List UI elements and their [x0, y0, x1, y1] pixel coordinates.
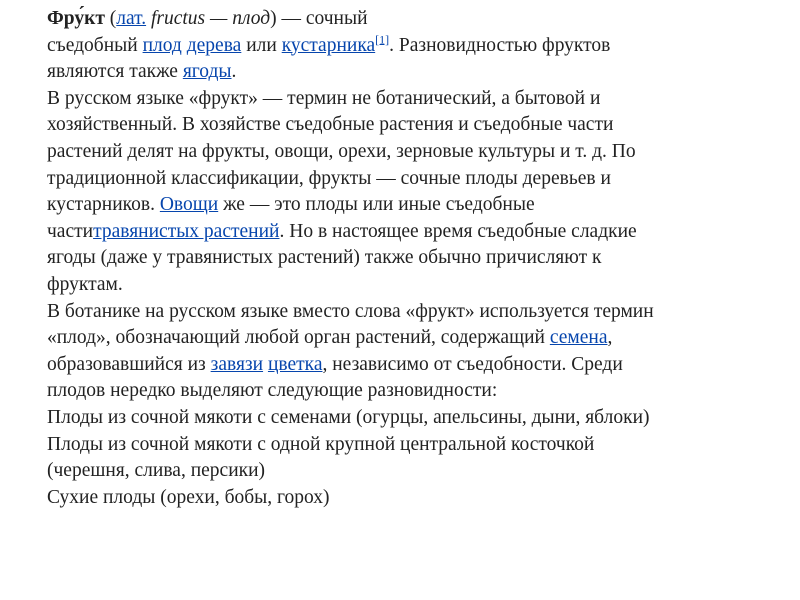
- p1-line-2: съедобный плод дерева или кустарника[1]. Разновидностью фруктов: [47, 32, 611, 56]
- p1-line-1: Фру́кт (лат. fructus — плод) — сочный: [47, 8, 368, 29]
- p2-line-8: фруктам.: [47, 273, 123, 295]
- list-item-2-line-2: (черешня, слива, персики): [47, 460, 266, 482]
- p3-line-4: плодов нередко выделяют следующие разновидности:: [47, 380, 498, 402]
- p2-line-5: кустарников. Овощи же — это плоды или иные съедобные: [47, 194, 535, 216]
- p3-line-3: образовавшийся из завязи цветка, независимо от съедобности. Среди: [47, 353, 623, 375]
- ovoshchi-link[interactable]: Овощи: [159, 194, 219, 216]
- latin-language-link[interactable]: лат.: [116, 8, 147, 29]
- p2-line-1: В русском языке «фрукт» — термин не ботанический, а бытовой и: [47, 87, 601, 109]
- p3-line-1: В ботанике на русском языке вместо слова «фрукт» используется термин: [47, 300, 654, 322]
- cvetka-link[interactable]: цветка: [267, 353, 323, 375]
- p2-line-3: растений делят на фрукты, овощи, орехи, зерновые культуры и т. д. По: [47, 140, 636, 162]
- latin-word: fructus: [146, 8, 206, 29]
- dereva-link[interactable]: дерева: [186, 34, 242, 56]
- p2-line-2: хозяйственный. В хозяйстве съедобные растения и съедобные части: [47, 114, 614, 136]
- p2-line-6: частитравянистых растений. Но в настоящее время съедобные сладкие: [47, 220, 637, 242]
- semena-link[interactable]: семена: [549, 327, 608, 349]
- travyanistye-rasteniya-link[interactable]: травянистых растений: [93, 220, 280, 242]
- article-text: [47, 6, 747, 511]
- list-item-3: Сухие плоды (орехи, бобы, горох): [47, 486, 330, 508]
- p1-line-3: являются также ягоды.: [47, 61, 237, 83]
- translation-gloss: — плод: [205, 8, 271, 29]
- list-item-1: Плоды из сочной мякоти с семенами (огурцы, апельсины, дыни, яблоки): [47, 406, 650, 428]
- plod-link[interactable]: плод: [142, 34, 182, 56]
- article-title-word: Фру́кт: [47, 8, 105, 29]
- p2-line-7: ягоды (даже у травянистых растений) также обычно причисляют к: [47, 247, 602, 269]
- list-item-2-line-1: Плоды из сочной мякоти с одной крупной центральной косточкой: [47, 433, 595, 455]
- p2-line-4: традиционной классификации, фрукты — сочные плоды деревьев и: [47, 167, 611, 189]
- zavyazi-link[interactable]: завязи: [210, 353, 264, 375]
- p3-line-2: «плод», обозначающий любой орган растений, содержащий семена,: [47, 327, 613, 349]
- yagody-link[interactable]: ягоды: [182, 61, 232, 83]
- footnote-ref-1[interactable]: [1]: [375, 32, 390, 47]
- kustarnika-link[interactable]: кустарника: [281, 34, 376, 56]
